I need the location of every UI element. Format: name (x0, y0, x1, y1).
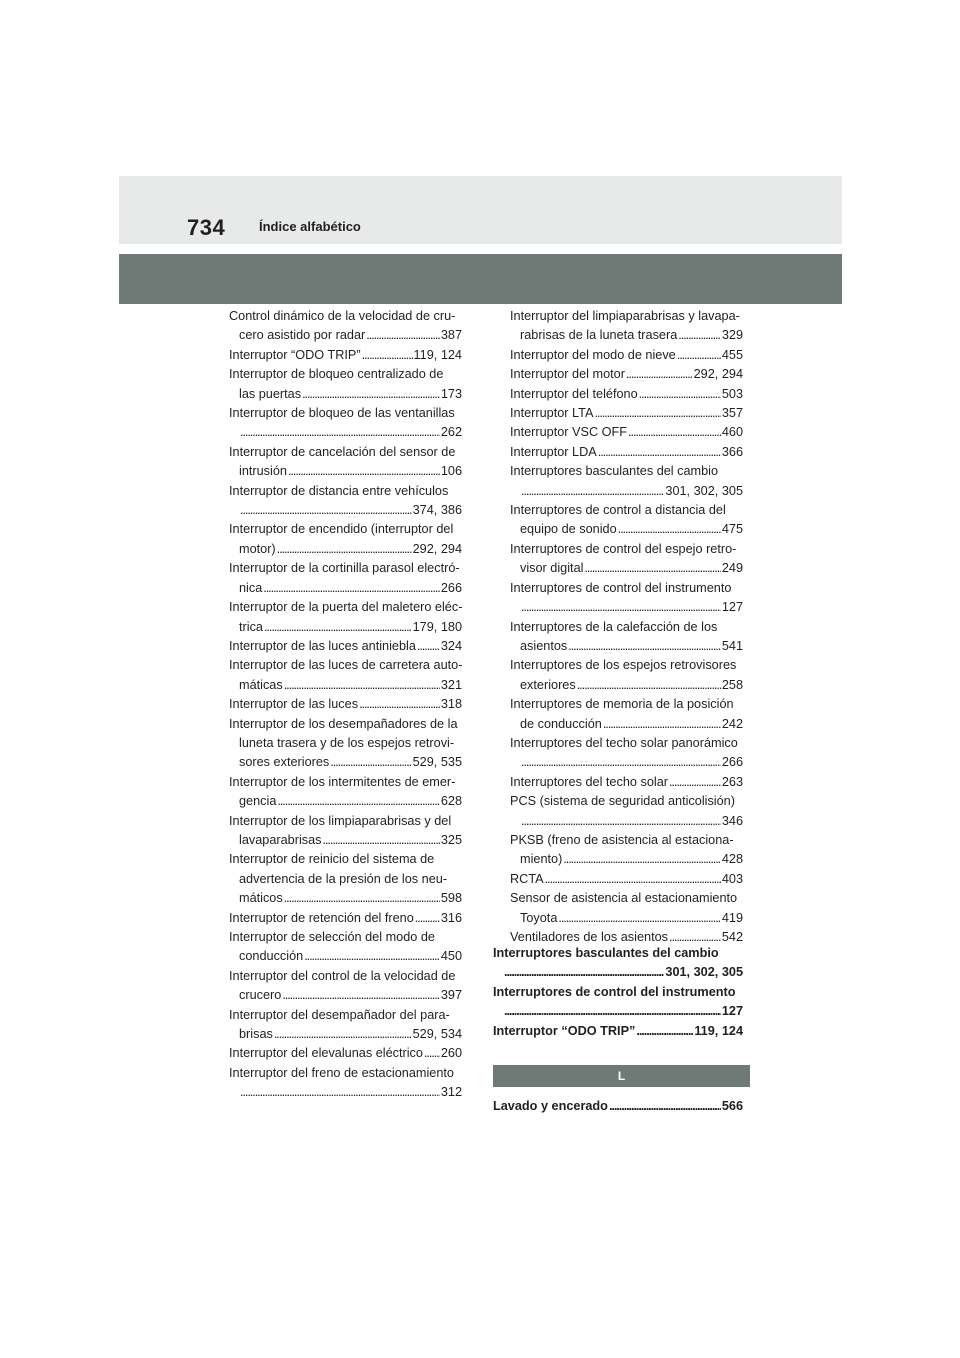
index-entry (229, 482, 462, 521)
index-entry (493, 944, 743, 983)
index-entry (510, 792, 743, 831)
dot-leader (669, 773, 721, 792)
index-entry (493, 983, 743, 1022)
section-title: Índice alfabético (259, 219, 361, 234)
index-entry (493, 1022, 743, 1041)
dot-leader (504, 963, 664, 982)
index-entry (510, 831, 743, 870)
dot-leader (240, 1083, 440, 1102)
index-entry-text: Interruptor de la puerta del maletero eléc- (229, 600, 463, 615)
index-entry (229, 695, 462, 714)
dot-leader (678, 326, 721, 345)
index-entry-page: 316 (440, 910, 462, 925)
letter-divider: L (493, 1065, 750, 1087)
index-entry (510, 404, 743, 423)
index-entry-page: 541 (721, 638, 743, 653)
dot-leader (598, 443, 721, 462)
index-entry-page: 249 (721, 561, 743, 576)
index-entry-page: 460 (721, 425, 743, 440)
index-entry-page: 542 (721, 930, 743, 944)
index-entry-text: rabrisas de la luneta trasera (520, 328, 678, 343)
index-entry (229, 365, 462, 404)
dot-leader (577, 676, 721, 695)
dot-leader (264, 618, 412, 637)
index-entry (510, 618, 743, 657)
index-entry-text: Interruptor de los limpiaparabrisas y del (229, 813, 452, 828)
index-entry-text: Interruptores de la calefacción de los (510, 619, 718, 634)
index-entry-text: Interruptor de retención del freno (229, 910, 414, 925)
dot-leader (282, 986, 440, 1005)
index-entry-text: Interruptores basculantes del cambio (493, 946, 719, 960)
dot-leader (277, 792, 439, 811)
index-entry (229, 1064, 462, 1103)
index-entry-page: 127 (721, 600, 743, 615)
index-entry-text: cero asistido por radar (239, 328, 366, 343)
index-entry-text: Interruptores basculantes del cambio (510, 464, 719, 479)
dot-leader (558, 909, 720, 928)
index-entry-text: conducción (239, 949, 304, 964)
index-entry-text: asientos (520, 638, 568, 653)
index-entry-page: 106 (440, 464, 462, 479)
index-entry-text: Toyota (520, 910, 558, 925)
dot-leader (415, 909, 440, 928)
index-entry-text: gencia (239, 794, 277, 809)
dot-leader (568, 637, 721, 656)
index-entry-text: Interruptores del techo solar panorámico (510, 735, 738, 750)
dot-leader (603, 715, 721, 734)
index-entry-text: PKSB (freno de asistencia al estaciona- (510, 832, 734, 847)
index-entry-page: 374, 386 (412, 503, 462, 518)
dot-leader (424, 1044, 440, 1063)
index-entry-text: Interruptor del desempañador del para- (229, 1007, 450, 1022)
index-entry-page: 325 (440, 832, 462, 847)
index-entry-text: sores exteriores (239, 755, 330, 770)
index-entry-page: 301, 302, 305 (665, 965, 743, 980)
dot-leader (323, 831, 440, 850)
index-entry-page: 428 (721, 852, 743, 867)
index-entry (229, 559, 462, 598)
index-entry-text: miento) (520, 852, 563, 867)
dot-leader (366, 326, 440, 345)
index-entry (229, 598, 462, 637)
index-entry (229, 715, 462, 773)
index-entry-page: 127 (721, 1004, 743, 1019)
index-entry-text: máticos (239, 891, 283, 906)
index-entry-page: 179, 180 (412, 619, 462, 634)
index-entry (510, 423, 743, 442)
index-entry-text: Interruptor de cancelación del sensor de (229, 444, 456, 459)
dot-leader (628, 423, 721, 442)
index-entry-text: Interruptor de reinicio del sistema de (229, 852, 435, 867)
index-entry (510, 462, 743, 501)
index-entry (510, 346, 743, 365)
index-entry (510, 365, 743, 384)
index-entry-page: 262 (440, 425, 462, 440)
dot-leader (636, 1022, 693, 1041)
index-entry (229, 1006, 462, 1045)
index-entry-text: lavaparabrisas (239, 832, 322, 847)
index-entry-text: Interruptor de distancia entre vehículos (229, 483, 449, 498)
index-entry-page: 403 (721, 871, 743, 886)
index-entry-text: Interruptor de las luces antiniebla (229, 638, 416, 653)
index-entry-page: 529, 534 (412, 1027, 462, 1042)
index-entry (229, 346, 462, 365)
index-entry-page: 266 (440, 580, 462, 595)
index-entry-page: 260 (440, 1046, 462, 1061)
index-entry (229, 1044, 462, 1063)
index-entry-page: 321 (440, 677, 462, 692)
index-entry (510, 695, 743, 734)
index-entry-text: Interruptor del modo de nieve (510, 347, 676, 362)
index-column-right (510, 307, 743, 947)
index-entry-page: 475 (721, 522, 743, 537)
dot-leader (277, 540, 412, 559)
index-entry-text: Interruptor del teléfono (510, 386, 638, 401)
index-entry-page: 598 (440, 891, 462, 906)
index-entry (510, 734, 743, 773)
index-entry-text: Interruptores de los espejos retrovisores (510, 658, 737, 673)
index-entry-page: 242 (721, 716, 743, 731)
index-entry-text: advertencia de la presión de los neu- (239, 871, 448, 886)
index-entry-text: Interruptores de control del instrumento (510, 580, 732, 595)
dot-leader (677, 346, 721, 365)
index-entry-text: Interruptores del techo solar (510, 774, 668, 789)
dot-leader (362, 346, 413, 365)
index-entry (510, 870, 743, 889)
dot-leader (521, 812, 721, 831)
dot-leader (626, 365, 693, 384)
index-entry-text: Sensor de asistencia al estacionamiento (510, 891, 738, 906)
index-entry (229, 909, 462, 928)
index-entry (229, 637, 462, 656)
dot-leader (302, 385, 440, 404)
index-entry-text: las puertas (239, 386, 302, 401)
index-entry-text: motor) (239, 541, 276, 556)
dot-leader (304, 947, 440, 966)
index-letter-entries (493, 1097, 743, 1116)
index-entry (510, 889, 743, 928)
index-entry-text: crucero (239, 988, 282, 1003)
index-entry-text: Interruptor del elevalunas eléctrico (229, 1046, 423, 1061)
index-entry (229, 773, 462, 812)
index-entry (229, 928, 462, 967)
index-entry (229, 520, 462, 559)
index-entry-text: Ventiladores de los asientos (510, 930, 668, 944)
index-entry-text: nica (239, 580, 263, 595)
dot-leader (639, 385, 721, 404)
dot-leader (359, 695, 440, 714)
index-entry-text: Interruptor del limpiaparabrisas y lavapa- (510, 309, 740, 323)
index-entry-text: Interruptor “ODO TRIP” (229, 347, 361, 362)
dot-leader (618, 520, 721, 539)
index-entry-page: 119, 124 (413, 347, 462, 362)
index-entry (510, 540, 743, 579)
index-entry-page: 450 (440, 949, 462, 964)
index-entry (229, 443, 462, 482)
index-entry-page: 357 (721, 406, 743, 421)
section-banner (119, 254, 842, 304)
index-entry-text: RCTA (510, 871, 544, 886)
dot-leader (263, 579, 440, 598)
index-entry (510, 385, 743, 404)
index-entry-text: visor digital (520, 561, 584, 576)
index-entry-text: luneta trasera y de los espejos retrovi- (239, 735, 455, 750)
index-entry-text: Interruptor de bloqueo de las ventanillas (229, 406, 455, 421)
index-entry-text: Interruptor de las luces (229, 697, 359, 712)
index-entry-text: Interruptor del motor (510, 367, 625, 382)
index-entry-page: 628 (440, 794, 462, 809)
index-entry-text: Interruptor de selección del modo de (229, 930, 435, 944)
index-column-left (229, 307, 462, 1103)
index-entry-text: Interruptores de control a distancia del (510, 503, 726, 518)
dot-leader (284, 889, 440, 908)
index-entry-text: Interruptor de los desempañadores de la (229, 716, 458, 731)
dot-leader (417, 637, 440, 656)
index-entry-text: Interruptores de control del instrumento (493, 984, 736, 999)
index-entry-text: máticas (239, 677, 283, 692)
index-entry (510, 579, 743, 618)
index-entry-page: 301, 302, 305 (665, 483, 743, 498)
index-entry-text: Interruptor de encendido (interruptor del (229, 522, 454, 537)
index-entry-page: 119, 124 (694, 1023, 743, 1038)
dot-leader (521, 753, 721, 772)
dot-leader (563, 850, 721, 869)
dot-leader (521, 482, 664, 501)
index-entry-text: trica (239, 619, 263, 634)
index-entry-page: 173 (440, 386, 462, 401)
dot-leader (545, 870, 721, 889)
index-entry-page: 263 (721, 774, 743, 789)
dot-leader (240, 501, 412, 520)
index-entry-page: 292, 294 (693, 367, 743, 382)
index-entry (510, 443, 743, 462)
index-entry-text: Interruptor del control de la velocidad de (229, 968, 456, 983)
index-entry (510, 501, 743, 540)
index-entry-page: 324 (440, 638, 462, 653)
index-entry-page: 312 (440, 1085, 462, 1100)
index-entry-text: equipo de sonido (520, 522, 617, 537)
page-number: 734 (187, 215, 226, 240)
index-entry-page: 366 (721, 444, 743, 459)
index-entry-text: Interruptor VSC OFF (510, 425, 628, 440)
index-entry-text: Interruptor LTA (510, 406, 594, 421)
index-entry (229, 967, 462, 1006)
index-entry-page: 503 (721, 386, 743, 401)
index-entry-text: intrusión (239, 464, 287, 479)
index-entry-text: PCS (sistema de seguridad anticolisión) (510, 794, 735, 809)
index-entry-text: Interruptor de los intermitentes de emer- (229, 774, 456, 789)
index-entry-text: Lavado y encerado (493, 1099, 608, 1113)
index-entry (229, 850, 462, 908)
dot-leader (504, 1002, 721, 1021)
index-entry-page: 529, 535 (412, 755, 462, 770)
header-band (119, 176, 842, 244)
index-entry-text: Interruptor “ODO TRIP” (493, 1023, 636, 1038)
index-entry-page: 419 (721, 910, 743, 925)
index-entry-text: de conducción (520, 716, 602, 731)
index-entry (229, 656, 462, 695)
dot-leader (584, 559, 720, 578)
dot-leader (274, 1025, 412, 1044)
index-entry-page: 266 (721, 755, 743, 770)
index-entry-page: 397 (440, 988, 462, 1003)
index-entry-page: 346 (721, 813, 743, 828)
index-entry-page: 387 (440, 328, 462, 343)
dot-leader (240, 423, 440, 442)
dot-leader (521, 598, 721, 617)
dot-leader (609, 1097, 721, 1116)
dot-leader (288, 462, 440, 481)
index-entry-text: Interruptor del freno de estacionamiento (229, 1065, 454, 1080)
index-entry (510, 656, 743, 695)
index-entry-text: Control dinámico de la velocidad de cru- (229, 309, 456, 323)
dot-leader (594, 404, 720, 423)
index-entry-page: 455 (721, 347, 743, 362)
index-entry-page: 258 (721, 677, 743, 692)
index-entry-page: 292, 294 (412, 541, 462, 556)
dot-leader (284, 676, 440, 695)
index-entry-text: Interruptor de las luces de carretera auto- (229, 658, 463, 673)
dot-leader (330, 753, 411, 772)
index-entry-text: Interruptor LDA (510, 444, 597, 459)
index-column-right-bold (493, 944, 743, 1041)
index-entry (229, 307, 462, 346)
index-entry-text: Interruptores de control del espejo retro- (510, 541, 737, 556)
index-entry-text: Interruptores de memoria de la posición (510, 697, 734, 712)
index-entry (229, 812, 462, 851)
index-entry-text: exteriores (520, 677, 576, 692)
index-entry (510, 307, 743, 346)
index-entry (229, 404, 462, 443)
index-entry-text: Interruptor de la cortinilla parasol electró- (229, 561, 460, 576)
index-entry-text: Interruptor de bloqueo centralizado de (229, 367, 444, 382)
index-entry (493, 1097, 743, 1116)
index-entry-text: brisas (239, 1027, 273, 1042)
index-entry-page: 318 (440, 697, 462, 712)
index-entry (510, 773, 743, 792)
index-entry-page: 329 (721, 328, 743, 343)
index-entry-page: 566 (721, 1099, 743, 1113)
